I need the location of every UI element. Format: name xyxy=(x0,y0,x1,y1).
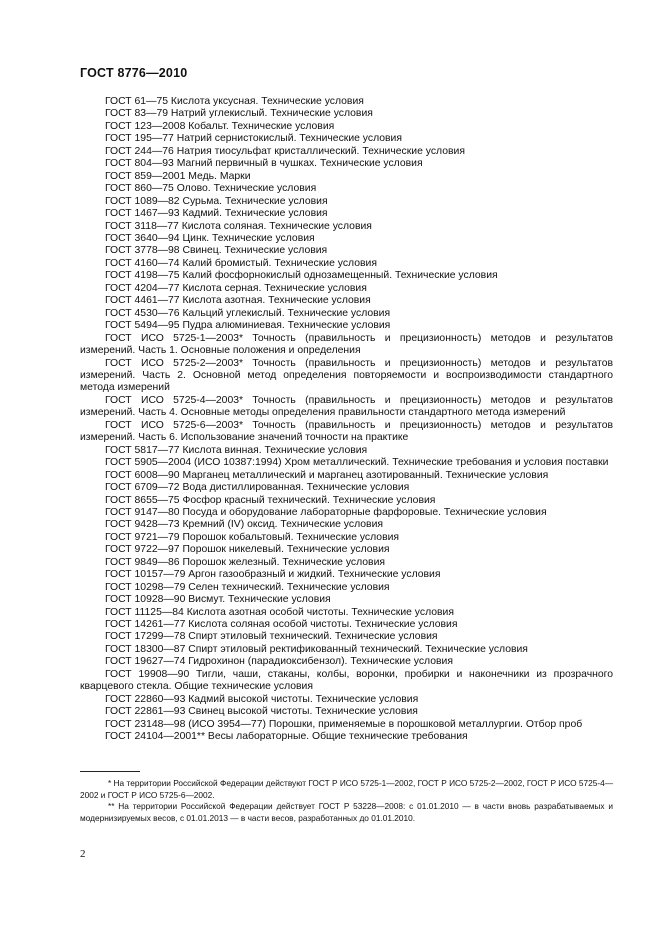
reference-item: ГОСТ ИСО 5725-6—2003* Точность (правильность и прецизионность) методов и результатов измерений. Часть 6. Использование значений точности на практике xyxy=(80,419,613,444)
footnote: * На территории Российской Федерации действуют ГОСТ Р ИСО 5725-1—2002, ГОСТ Р ИСО 5725-2—2002, ГОСТ Р ИСО 5725-4—2002 и ГОСТ Р ИСО 5725-6—2002. xyxy=(80,778,613,800)
reference-item: ГОСТ 10298—79 Селен технический. Технические условия xyxy=(105,581,390,593)
reference-item: ГОСТ 3118—77 Кислота соляная. Технические условия xyxy=(105,220,372,232)
page-header: ГОСТ 8776—2010 xyxy=(80,66,188,80)
reference-item: ГОСТ 10157—79 Аргон газообразный и жидкий. Технические условия xyxy=(105,569,441,581)
reference-item: ГОСТ 4198—75 Калий фосфорнокислый однозамещенный. Технические условия xyxy=(105,270,498,282)
reference-item: ГОСТ 859—2001 Медь. Марки xyxy=(105,170,251,182)
reference-item: ГОСТ 19908—90 Тигли, чаши, стаканы, колбы, воронки, пробирки и наконечники из прозрачного кварцевого стекла. Общие технические условия xyxy=(80,668,613,693)
reference-item: ГОСТ 3640—94 Цинк. Технические условия xyxy=(105,232,315,244)
reference-item: ГОСТ 4160—74 Калий бромистый. Технические условия xyxy=(105,257,377,269)
reference-item: ГОСТ 23148—98 (ИСО 3954—77) Порошки, применяемые в порошковой металлургии. Отбор проб xyxy=(105,718,583,730)
footnote-separator xyxy=(80,771,140,772)
reference-item: ГОСТ ИСО 5725-2—2003* Точность (правильность и прецизионность) методов и результатов измерений. Часть 2. Основной метод определения повторяемости и воспроизводимости стандартного метода измерений xyxy=(80,357,613,394)
reference-item: ГОСТ 10928—90 Висмут. Технические условия xyxy=(105,594,331,606)
reference-item: ГОСТ 83—79 Натрий углекислый. Технические условия xyxy=(105,108,373,120)
reference-item: ГОСТ 9147—80 Посуда и оборудование лабораторные фарфоровые. Технические условия xyxy=(105,506,547,518)
reference-item: ГОСТ ИСО 5725-1—2003* Точность (правильность и прецизионность) методов и результатов измерений. Часть 1. Основные положения и определения xyxy=(80,332,613,357)
reference-item: ГОСТ 22860—93 Кадмий высокой чистоты. Технические условия xyxy=(105,693,419,705)
reference-item: ГОСТ 18300—87 Спирт этиловый ректификованный технический. Технические условия xyxy=(105,643,528,655)
reference-item: ГОСТ 22861—93 Свинец высокой чистоты. Технические условия xyxy=(105,706,418,718)
reference-item: ГОСТ 3778—98 Свинец. Технические условия xyxy=(105,245,328,257)
reference-item: ГОСТ 4461—77 Кислота азотная. Технические условия xyxy=(105,295,371,307)
page-number: 2 xyxy=(80,848,86,860)
reference-item: ГОСТ 5817—77 Кислота винная. Технические условия xyxy=(105,444,368,456)
reference-item: ГОСТ 19627—74 Гидрохинон (парадиоксибензол). Технические условия xyxy=(105,656,453,668)
footnote: ** На территории Российской Федерации действует ГОСТ Р 53228—2008: с 01.01.2010 — в части вновь разрабатываемых и модернизируемых весов, с 01.01.2013 — в части весов, разработанных до 01.01.2010. xyxy=(80,801,613,824)
reference-item: ГОСТ 860—75 Олово. Технические условия xyxy=(105,183,317,195)
reference-item: ГОСТ 11125—84 Кислота азотная особой чистоты. Технические условия xyxy=(105,606,454,618)
reference-item: ГОСТ 6709—72 Вода дистиллированная. Технические условия xyxy=(105,482,410,494)
reference-item: ГОСТ 9428—73 Кремний (IV) оксид. Технические условия xyxy=(105,519,383,531)
reference-item: ГОСТ 14261—77 Кислота соляная особой чистоты. Технические условия xyxy=(105,619,458,631)
reference-item: ГОСТ 24104—2001** Весы лабораторные. Общие технические требования xyxy=(105,731,468,743)
reference-item: ГОСТ 4204—77 Кислота серная. Технические условия xyxy=(105,282,367,294)
reference-item: ГОСТ 9849—86 Порошок железный. Технические условия xyxy=(105,556,386,568)
reference-item: ГОСТ ИСО 5725-4—2003* Точность (правильность и прецизионность) методов и результатов измерений. Часть 4. Основные методы определения правильности стандартного метода измерений xyxy=(80,394,613,419)
reference-item: ГОСТ 5905—2004 (ИСО 10387:1994) Хром металлический. Технические требования и условия поставки xyxy=(105,457,609,469)
reference-item: ГОСТ 195—77 Натрий сернистокислый. Технические условия xyxy=(105,133,402,145)
normative-references-list xyxy=(80,96,613,744)
reference-item: ГОСТ 1467—93 Кадмий. Технические условия xyxy=(105,208,328,220)
footnotes xyxy=(80,778,613,825)
reference-item: ГОСТ 4530—76 Кальций углекислый. Технические условия xyxy=(105,307,391,319)
reference-item: ГОСТ 244—76 Натрия тиосульфат кристаллический. Технические условия xyxy=(105,145,465,157)
reference-item: ГОСТ 5494—95 Пудра алюминиевая. Технические условия xyxy=(105,320,391,332)
reference-item: ГОСТ 6008—90 Марганец металлический и марганец азотированный. Технические условия xyxy=(105,469,549,481)
reference-item: ГОСТ 8655—75 Фосфор красный технический. Технические условия xyxy=(105,494,436,506)
reference-item: ГОСТ 804—93 Магний первичный в чушках. Технические условия xyxy=(105,158,423,170)
reference-item: ГОСТ 61—75 Кислота уксусная. Технические условия xyxy=(105,96,364,107)
reference-item: ГОСТ 9721—79 Порошок кобальтовый. Технические условия xyxy=(105,531,400,543)
reference-item: ГОСТ 1089—82 Сурьма. Технические условия xyxy=(105,195,328,207)
reference-item: ГОСТ 123—2008 Кобальт. Технические условия xyxy=(105,120,335,132)
reference-item: ГОСТ 9722—97 Порошок никелевый. Технические условия xyxy=(105,544,390,556)
reference-item: ГОСТ 17299—78 Спирт этиловый технический. Технические условия xyxy=(105,631,438,643)
